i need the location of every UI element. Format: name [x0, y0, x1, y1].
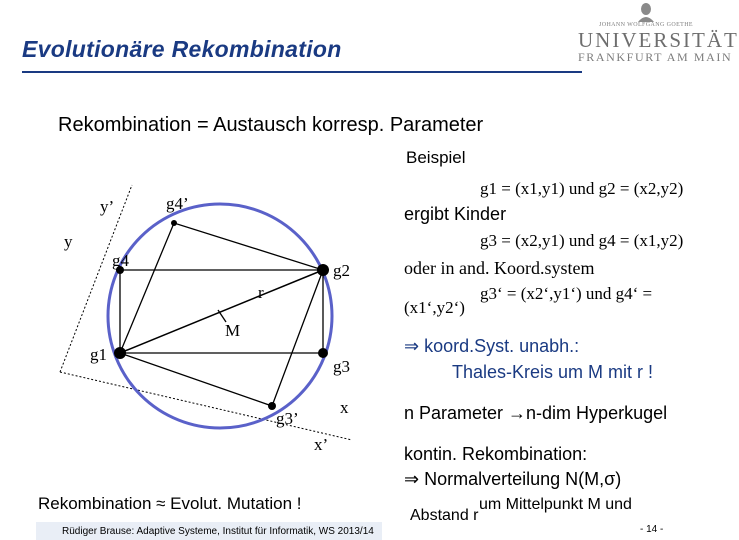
label-r: r — [258, 283, 264, 302]
label-g3-prime: g3’ — [276, 409, 299, 428]
point-g4-prime — [171, 220, 177, 226]
label-g4-prime: g4’ — [166, 194, 189, 213]
logo-subtext: FRANKFURT AM MAIN — [578, 50, 733, 64]
logo-small-text: JOHANN WOLFGANG GOETHE — [598, 22, 694, 28]
label-x: x — [340, 398, 349, 417]
label-g2: g2 — [333, 261, 350, 280]
example-line-1: g1 = (x1,y1) und g2 = (x2,y2) — [480, 179, 684, 198]
conclusion-line-1: ⇒ koord.Syst. unabh.: — [404, 336, 580, 356]
diagonal-g1-g2 — [120, 270, 323, 353]
label-m: M — [225, 321, 241, 340]
slide-subtitle: Rekombination = Austausch korresp. Parameter — [58, 114, 484, 136]
example-line-2: ergibt Kinder — [404, 204, 507, 224]
x-prime-axis — [60, 372, 352, 440]
mutation-statement: Rekombination ≈ Evolut. Mutation ! — [38, 494, 302, 513]
y-prime-axis — [60, 185, 132, 372]
logo-text: UNIVERSITÄT — [578, 28, 739, 52]
label-g1: g1 — [90, 345, 107, 364]
slide-title: Evolutionäre Rekombination — [22, 36, 342, 62]
label-g3: g3 — [333, 357, 350, 376]
example-line-5: g3‘ = (x2‘,y1‘) und g4‘ = — [480, 284, 653, 303]
distance-line-b: um Mittelpunkt M und — [479, 496, 632, 513]
label-x-prime: x’ — [314, 435, 329, 454]
distance-line-a: Abstand r — [410, 507, 479, 524]
footer-text: Rüdiger Brause: Adaptive Systeme, Institut für Informatik, WS 2013/14 — [62, 526, 374, 537]
conclusion-line-2: Thales-Kreis um M mit r ! — [452, 362, 654, 382]
page-number: - 14 - — [640, 524, 664, 535]
point-g2 — [317, 264, 329, 276]
point-g1 — [114, 347, 126, 359]
kontin-recombination-line: kontin. Rekombination: — [404, 444, 588, 464]
normal-distribution-line: ⇒ Normalverteilung N(M,σ) — [404, 469, 622, 489]
beispiel-heading: Beispiel — [406, 148, 466, 167]
label-y-prime: y’ — [100, 197, 115, 216]
example-line-3: g3 = (x2,y1) und g4 = (x1,y2) — [480, 231, 684, 250]
point-g3-prime — [268, 402, 276, 410]
example-line-6: (x1‘,y2‘) — [404, 298, 465, 317]
label-y: y — [64, 232, 73, 251]
label-g4: g4 — [112, 251, 129, 270]
point-g3 — [318, 348, 328, 358]
hyperkugel-line: n Parameter →n-dim Hyperkugel — [404, 403, 668, 423]
example-line-4: oder in and. Koord.system — [404, 258, 595, 278]
